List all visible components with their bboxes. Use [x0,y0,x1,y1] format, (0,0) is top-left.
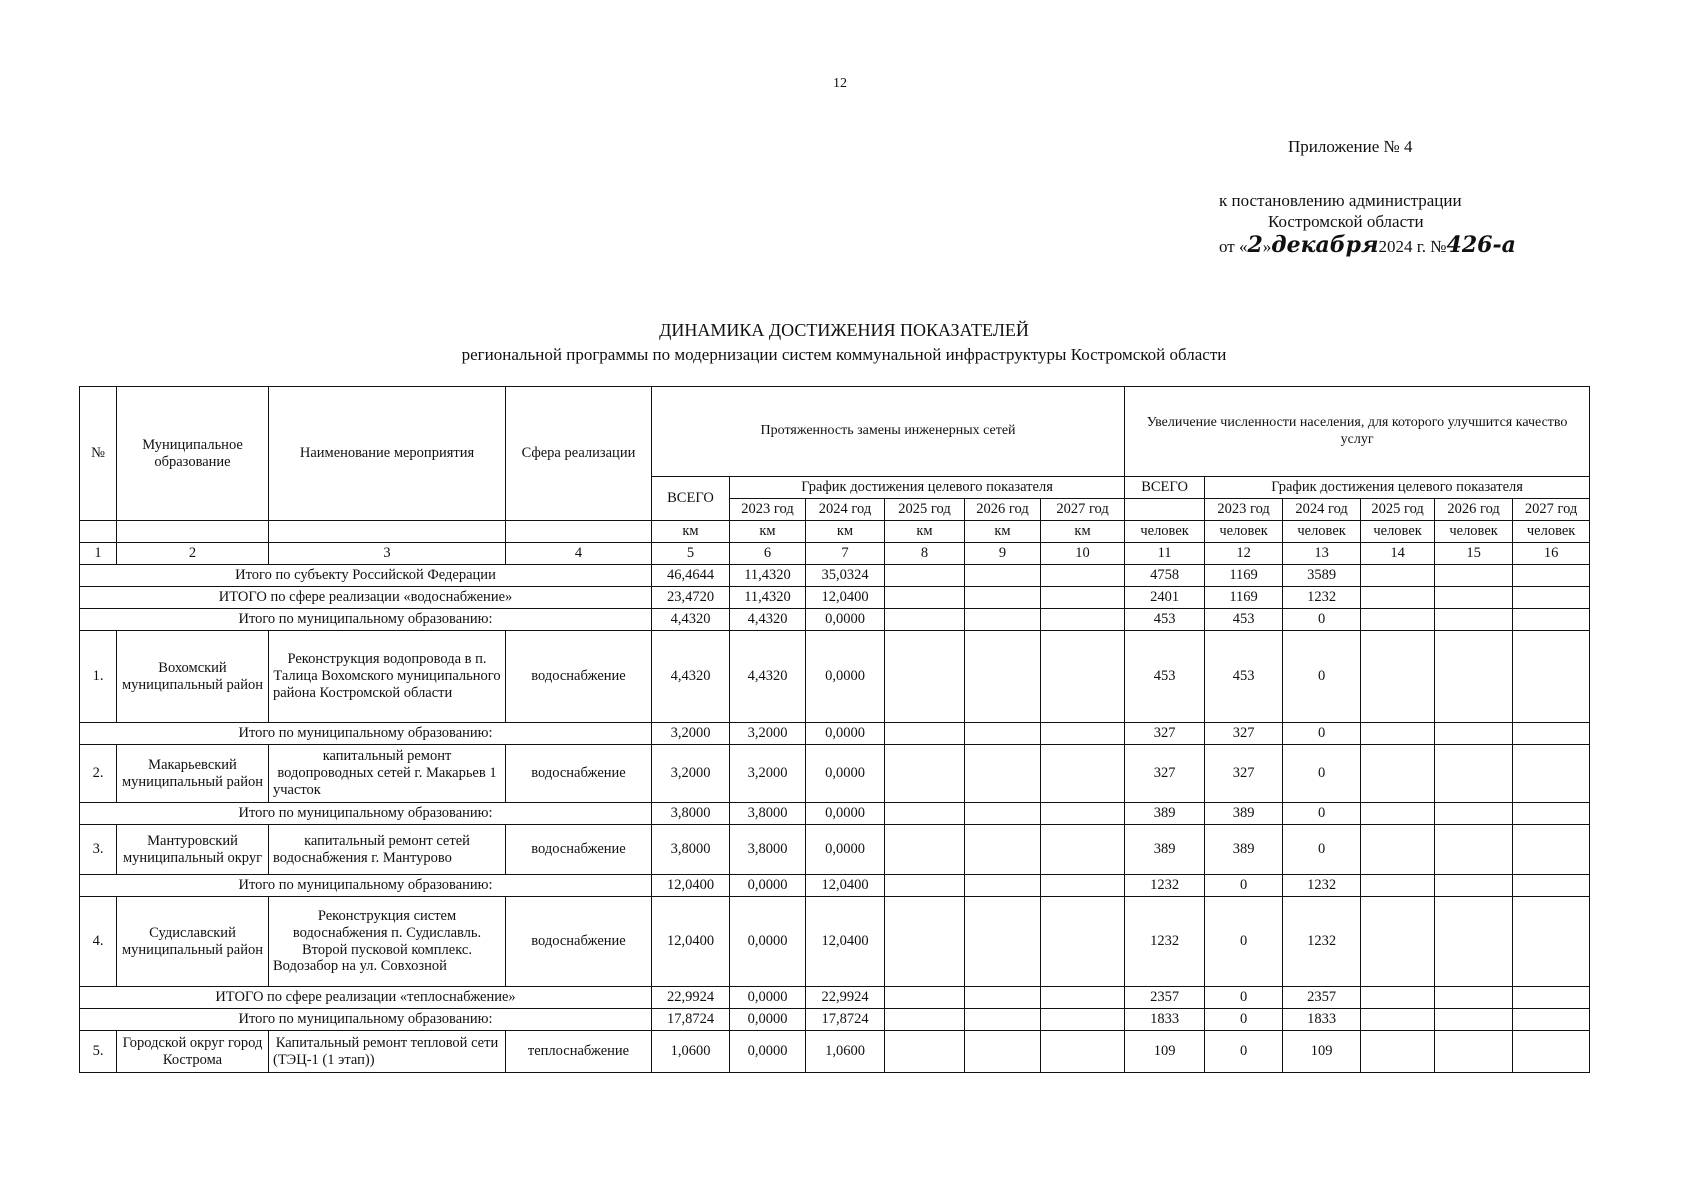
summary-label: Итого по субъекту Российской Федерации [80,565,652,587]
summary-row [80,803,1590,825]
length-value-cell [1041,745,1125,803]
length-value-cell: 4,4320 [730,631,806,723]
population-year-blank [1125,499,1205,521]
population-value-cell [1361,897,1435,987]
summary-row [80,609,1590,631]
decree-from-prefix: от « [1219,237,1248,256]
length-value-cell: 3,2000 [652,745,730,803]
length-value-cell: 3,8000 [730,803,806,825]
column-index-cell: 12 [1205,543,1283,565]
column-index-cell: 2 [117,543,269,565]
decree-reference: к постановлению администрации [1219,191,1462,210]
length-year-2024: 2024 год [806,499,885,521]
column-index-cell: 6 [730,543,806,565]
population-value-cell [1361,609,1435,631]
population-value-cell [1361,987,1435,1009]
population-value-cell: 1833 [1283,1009,1361,1031]
population-value-cell: 1232 [1125,897,1205,987]
population-value-cell: 0 [1205,1009,1283,1031]
column-index-cell: 4 [506,543,652,565]
population-value-cell: 389 [1125,803,1205,825]
population-value-cell [1435,875,1513,897]
length-value-cell [1041,723,1125,745]
length-value-cell [885,1031,965,1073]
length-value-cell: 0,0000 [730,897,806,987]
population-total-header: ВСЕГО [1125,477,1205,499]
row-number: 3. [80,825,117,875]
unit-people: человек [1205,521,1283,543]
unit-km: км [965,521,1041,543]
unit-people: человек [1435,521,1513,543]
length-value-cell [965,723,1041,745]
length-year-2026: 2026 год [965,499,1041,521]
population-value-cell [1513,631,1590,723]
population-value-cell [1513,1031,1590,1073]
column-index-cell: 3 [269,543,506,565]
population-value-cell: 453 [1205,609,1283,631]
municipality-cell: Городской округ город Кострома [117,1031,269,1073]
population-value-cell [1361,825,1435,875]
length-value-cell [885,897,965,987]
population-value-cell: 0 [1283,825,1361,875]
length-value-cell: 22,9924 [652,987,730,1009]
municipality-cell: Мантуровский муниципальный округ [117,825,269,875]
sphere-cell: водоснабжение [506,825,652,875]
length-value-cell: 0,0000 [806,825,885,875]
length-value-cell [1041,825,1125,875]
decree-date-number [1219,232,1516,258]
summary-row [80,565,1590,587]
measure-row [80,825,1590,875]
sphere-cell: водоснабжение [506,745,652,803]
municipality-cell: Судиславский муниципальный район [117,897,269,987]
length-value-cell [885,723,965,745]
length-value-cell: 0,0000 [730,1031,806,1073]
length-year-2027: 2027 год [1041,499,1125,521]
unit-km: км [885,521,965,543]
handwritten-month: декабря [1271,232,1379,258]
length-value-cell [965,803,1041,825]
length-value-cell: 12,0400 [652,897,730,987]
length-value-cell [965,609,1041,631]
summary-row [80,723,1590,745]
population-value-cell: 389 [1205,803,1283,825]
length-value-cell [1041,803,1125,825]
population-value-cell [1435,723,1513,745]
measure-row [80,1031,1590,1073]
population-value-cell [1361,875,1435,897]
population-year-2026: 2026 год [1435,499,1513,521]
population-value-cell: 2357 [1125,987,1205,1009]
row-number: 5. [80,1031,117,1073]
length-value-cell: 12,0400 [806,587,885,609]
length-value-cell [885,631,965,723]
appendix-label: Приложение № 4 [1288,137,1413,156]
length-value-cell: 0,0000 [806,609,885,631]
population-value-cell: 2357 [1283,987,1361,1009]
length-group-header: Протяженность замены инженерных сетей [652,387,1125,477]
length-value-cell: 35,0324 [806,565,885,587]
length-value-cell [885,803,965,825]
population-value-cell [1361,803,1435,825]
length-value-cell: 0,0000 [806,631,885,723]
population-schedule-header: График достижения целевого показателя [1205,477,1590,499]
population-value-cell: 2401 [1125,587,1205,609]
row-number: 1. [80,631,117,723]
length-value-cell: 17,8724 [652,1009,730,1031]
population-value-cell [1435,745,1513,803]
length-value-cell: 0,0000 [730,875,806,897]
population-year-2025: 2025 год [1361,499,1435,521]
length-value-cell [1041,587,1125,609]
population-value-cell: 0 [1283,723,1361,745]
handwritten-number: 426-а [1446,232,1516,258]
length-value-cell [1041,631,1125,723]
summary-label: Итого по муниципальному образованию: [80,803,652,825]
population-value-cell [1513,723,1590,745]
population-value-cell [1361,631,1435,723]
column-index-cell: 11 [1125,543,1205,565]
measure-cell: капитальный ремонт сетей водоснабжения г. Мантурово [269,825,506,875]
population-value-cell [1435,631,1513,723]
population-value-cell: 0 [1283,631,1361,723]
column-index-cell: 14 [1361,543,1435,565]
measure-cell: Реконструкция систем водоснабжения п. Судиславль. Второй пусковой комплекс. Водозабор на ул. Совхозной [269,897,506,987]
summary-row [80,875,1590,897]
length-value-cell: 17,8724 [806,1009,885,1031]
population-value-cell: 453 [1125,609,1205,631]
population-value-cell: 389 [1125,825,1205,875]
length-value-cell: 0,0000 [730,1009,806,1031]
length-value-cell [885,1009,965,1031]
length-value-cell [1041,565,1125,587]
measure-row [80,745,1590,803]
population-value-cell: 1169 [1205,587,1283,609]
population-value-cell [1435,1031,1513,1073]
population-value-cell: 0 [1205,875,1283,897]
population-value-cell: 0 [1205,1031,1283,1073]
population-value-cell: 327 [1125,723,1205,745]
population-value-cell: 0 [1283,803,1361,825]
population-value-cell [1435,897,1513,987]
population-value-cell: 453 [1205,631,1283,723]
column-index-cell: 5 [652,543,730,565]
population-value-cell [1513,875,1590,897]
unit-blank [117,521,269,543]
column-index-cell: 13 [1283,543,1361,565]
unit-people: человек [1513,521,1590,543]
measure-row [80,631,1590,723]
column-index-cell: 7 [806,543,885,565]
population-value-cell: 1833 [1125,1009,1205,1031]
population-value-cell [1513,987,1590,1009]
unit-km: км [1041,521,1125,543]
col-sphere-header: Сфера реализации [506,387,652,521]
summary-label: Итого по муниципальному образованию: [80,609,652,631]
length-value-cell [1041,897,1125,987]
unit-blank [269,521,506,543]
population-value-cell [1435,565,1513,587]
summary-label: Итого по муниципальному образованию: [80,1009,652,1031]
length-value-cell: 11,4320 [730,565,806,587]
length-value-cell [965,745,1041,803]
length-value-cell [885,987,965,1009]
length-value-cell [1041,875,1125,897]
length-value-cell [965,897,1041,987]
handwritten-day: 2 [1247,232,1263,258]
length-value-cell [885,565,965,587]
length-value-cell: 3,2000 [730,723,806,745]
region-name: Костромской области [1268,212,1424,231]
units-row [80,521,1590,543]
population-value-cell [1435,609,1513,631]
length-value-cell: 1,0600 [806,1031,885,1073]
row-number: 2. [80,745,117,803]
population-year-2024: 2024 год [1283,499,1361,521]
population-value-cell [1435,987,1513,1009]
population-value-cell: 0 [1205,897,1283,987]
population-value-cell: 0 [1205,987,1283,1009]
population-year-2023: 2023 год [1205,499,1283,521]
measure-cell: Капитальный ремонт тепловой сети (ТЭЦ-1 (1 этап)) [269,1031,506,1073]
length-value-cell [965,875,1041,897]
sphere-cell: теплоснабжение [506,1031,652,1073]
summary-label: ИТОГО по сфере реализации «теплоснабжение» [80,987,652,1009]
summary-row [80,1009,1590,1031]
summary-row [80,987,1590,1009]
population-value-cell [1361,565,1435,587]
length-year-2023: 2023 год [730,499,806,521]
length-value-cell: 4,4320 [652,609,730,631]
unit-blank [506,521,652,543]
unit-people: человек [1361,521,1435,543]
population-value-cell: 327 [1205,745,1283,803]
length-value-cell: 12,0400 [652,875,730,897]
row-number: 4. [80,897,117,987]
column-index-cell: 9 [965,543,1041,565]
length-value-cell: 3,2000 [730,745,806,803]
unit-people: человек [1125,521,1205,543]
unit-km: км [730,521,806,543]
length-value-cell [885,875,965,897]
header-row-1 [80,387,1590,477]
col-measure-header: Наименование мероприятия [269,387,506,521]
length-value-cell: 1,0600 [652,1031,730,1073]
population-value-cell: 1232 [1283,897,1361,987]
population-value-cell: 1169 [1205,565,1283,587]
municipality-cell: Вохомский муниципальный район [117,631,269,723]
length-value-cell: 0,0000 [806,745,885,803]
column-index-cell: 8 [885,543,965,565]
col-municipality-header: Муниципальное образование [117,387,269,521]
summary-row [80,587,1590,609]
length-value-cell: 12,0400 [806,875,885,897]
population-year-2027: 2027 год [1513,499,1590,521]
length-value-cell [965,587,1041,609]
population-value-cell [1513,609,1590,631]
length-value-cell [885,745,965,803]
length-value-cell [965,565,1041,587]
summary-label: ИТОГО по сфере реализации «водоснабжение» [80,587,652,609]
length-year-2025: 2025 год [885,499,965,521]
unit-km: км [652,521,730,543]
sphere-cell: водоснабжение [506,631,652,723]
length-value-cell [1041,609,1125,631]
page-number: 12 [833,76,847,91]
length-value-cell: 22,9924 [806,987,885,1009]
length-value-cell [885,587,965,609]
length-value-cell: 0,0000 [806,803,885,825]
municipality-cell: Макарьевский муниципальный район [117,745,269,803]
length-value-cell [965,1009,1041,1031]
column-index-cell: 16 [1513,543,1590,565]
population-value-cell: 327 [1125,745,1205,803]
measure-row [80,897,1590,987]
population-value-cell: 0 [1283,609,1361,631]
length-value-cell [965,987,1041,1009]
length-value-cell [965,1031,1041,1073]
col-num-header: № [80,387,117,521]
population-value-cell: 0 [1283,745,1361,803]
length-value-cell: 12,0400 [806,897,885,987]
unit-people: человек [1283,521,1361,543]
sphere-cell: водоснабжение [506,897,652,987]
length-value-cell [965,825,1041,875]
length-value-cell [1041,1031,1125,1073]
length-value-cell: 0,0000 [730,987,806,1009]
length-value-cell: 0,0000 [806,723,885,745]
length-value-cell: 46,4644 [652,565,730,587]
measure-cell: капитальный ремонт водопроводных сетей г. Макарьев 1 участок [269,745,506,803]
length-value-cell [965,631,1041,723]
population-value-cell [1513,587,1590,609]
population-value-cell: 109 [1125,1031,1205,1073]
length-value-cell: 3,8000 [730,825,806,875]
population-value-cell [1513,897,1590,987]
column-index-cell: 1 [80,543,117,565]
population-value-cell: 109 [1283,1031,1361,1073]
summary-label: Итого по муниципальному образованию: [80,875,652,897]
document-title: ДИНАМИКА ДОСТИЖЕНИЯ ПОКАЗАТЕЛЕЙ [659,320,1029,340]
unit-km: км [806,521,885,543]
decree-year-text: 2024 г. № [1378,237,1447,256]
population-value-cell [1361,723,1435,745]
population-value-cell [1435,587,1513,609]
population-value-cell [1361,587,1435,609]
population-value-cell [1435,1009,1513,1031]
column-index-row [80,543,1590,565]
length-value-cell [885,609,965,631]
unit-blank [80,521,117,543]
length-value-cell: 4,4320 [652,631,730,723]
population-value-cell [1361,745,1435,803]
length-value-cell: 3,8000 [652,825,730,875]
length-schedule-header: График достижения целевого показателя [730,477,1125,499]
length-value-cell: 3,2000 [652,723,730,745]
population-value-cell: 1232 [1125,875,1205,897]
length-value-cell: 11,4320 [730,587,806,609]
population-value-cell [1513,1009,1590,1031]
population-value-cell: 327 [1205,723,1283,745]
length-total-header: ВСЕГО [652,477,730,521]
column-index-cell: 15 [1435,543,1513,565]
population-value-cell: 4758 [1125,565,1205,587]
population-value-cell [1513,745,1590,803]
length-value-cell [1041,987,1125,1009]
length-value-cell: 23,4720 [652,587,730,609]
population-value-cell [1435,803,1513,825]
population-value-cell: 389 [1205,825,1283,875]
population-value-cell [1513,803,1590,825]
population-value-cell [1513,825,1590,875]
length-value-cell [885,825,965,875]
measure-cell: Реконструкция водопровода в п. Талица Вохомского муниципального района Костромской области [269,631,506,723]
column-index-cell: 10 [1041,543,1125,565]
population-value-cell: 1232 [1283,587,1361,609]
document-subtitle: региональной программы по модернизации систем коммунальной инфраструктуры Костромской области [461,345,1227,364]
length-value-cell: 3,8000 [652,803,730,825]
summary-label: Итого по муниципальному образованию: [80,723,652,745]
population-value-cell: 453 [1125,631,1205,723]
population-value-cell: 1232 [1283,875,1361,897]
length-value-cell [1041,1009,1125,1031]
population-group-header: Увеличение численности населения, для которого улучшится качество услуг [1125,387,1590,477]
population-value-cell: 3589 [1283,565,1361,587]
decree-quote-close: » [1262,237,1272,256]
indicators-table [79,386,1590,1073]
population-value-cell [1361,1009,1435,1031]
population-value-cell [1361,1031,1435,1073]
population-value-cell [1435,825,1513,875]
population-value-cell [1513,565,1590,587]
length-value-cell: 4,4320 [730,609,806,631]
